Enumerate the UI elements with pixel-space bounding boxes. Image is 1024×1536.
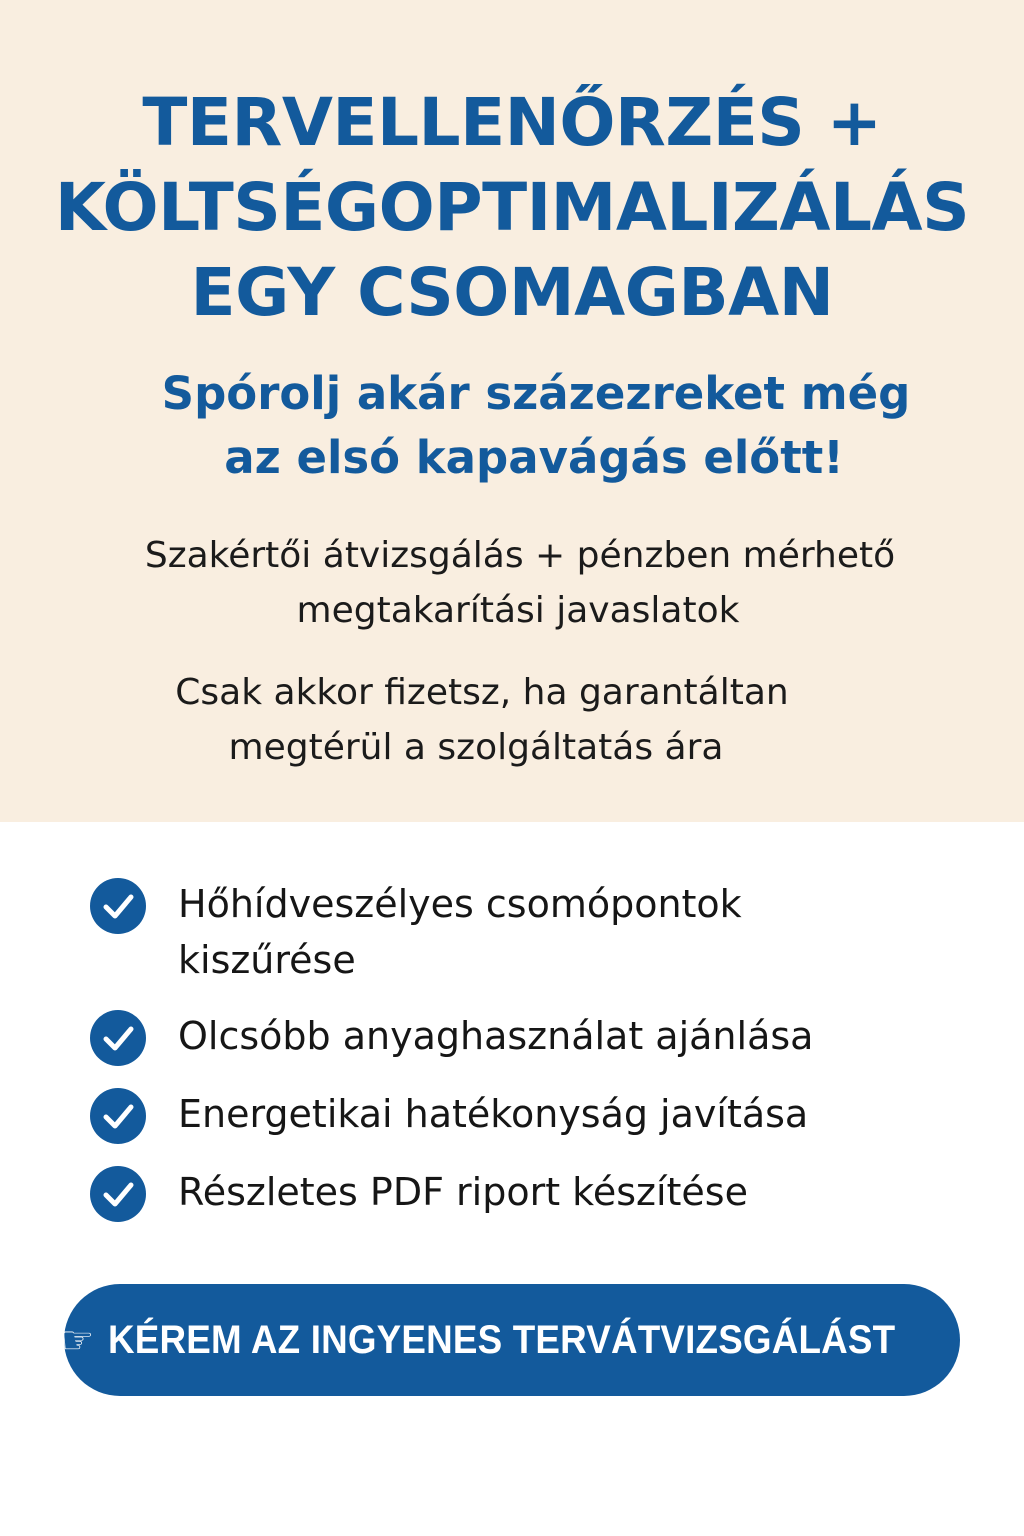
- description-line: megtakarítási javaslatok: [296, 590, 740, 631]
- request-free-review-button[interactable]: [60, 1284, 960, 1396]
- feature-item: [90, 1008, 970, 1064]
- subheadline: [0, 362, 1024, 490]
- guarantee-line: megtérül a szolgáltatás ára: [228, 727, 724, 768]
- guarantee-line: Csak akkor fizetsz, ha garantáltan: [175, 672, 789, 713]
- headline-line: EGY CSOMAGBAN: [190, 254, 834, 331]
- cta-label: KÉREM AZ INGYENES TERVÁTVIZSGÁLÁST: [108, 1317, 896, 1362]
- guarantee-text: [0, 665, 1024, 775]
- feature-label: Olcsóbb anyaghasználat ajánlása: [178, 1014, 814, 1058]
- headline-line: TERVELLENŐRZÉS +: [142, 84, 882, 161]
- feature-label: Energetikai hatékonyság javítása: [178, 1092, 809, 1136]
- feature-list: [90, 876, 970, 1242]
- check-circle-icon: [90, 878, 146, 934]
- description-line: Szakértői átvizsgálás + pénzben mérhető: [144, 535, 896, 576]
- subheadline-line: Spórolj akár százezreket még: [161, 367, 911, 420]
- feature-item: [90, 1164, 970, 1220]
- service-description: [0, 528, 1024, 638]
- pointing-hand-icon: ☞: [60, 1318, 95, 1362]
- check-circle-icon: [90, 1010, 146, 1066]
- check-circle-icon: [90, 1088, 146, 1144]
- feature-label: Hőhídveszélyes csomópontok kiszűrése: [178, 882, 742, 982]
- subheadline-line: az elsó kapavágás előtt!: [224, 431, 844, 484]
- headline-line: KÖLTSÉGOPTIMALIZÁLÁS: [54, 169, 970, 246]
- page-title: [0, 80, 1024, 335]
- feature-label: Részletes PDF riport készítése: [178, 1170, 748, 1214]
- check-circle-icon: [90, 1166, 146, 1222]
- feature-item: [90, 1086, 970, 1142]
- feature-item: [90, 876, 858, 988]
